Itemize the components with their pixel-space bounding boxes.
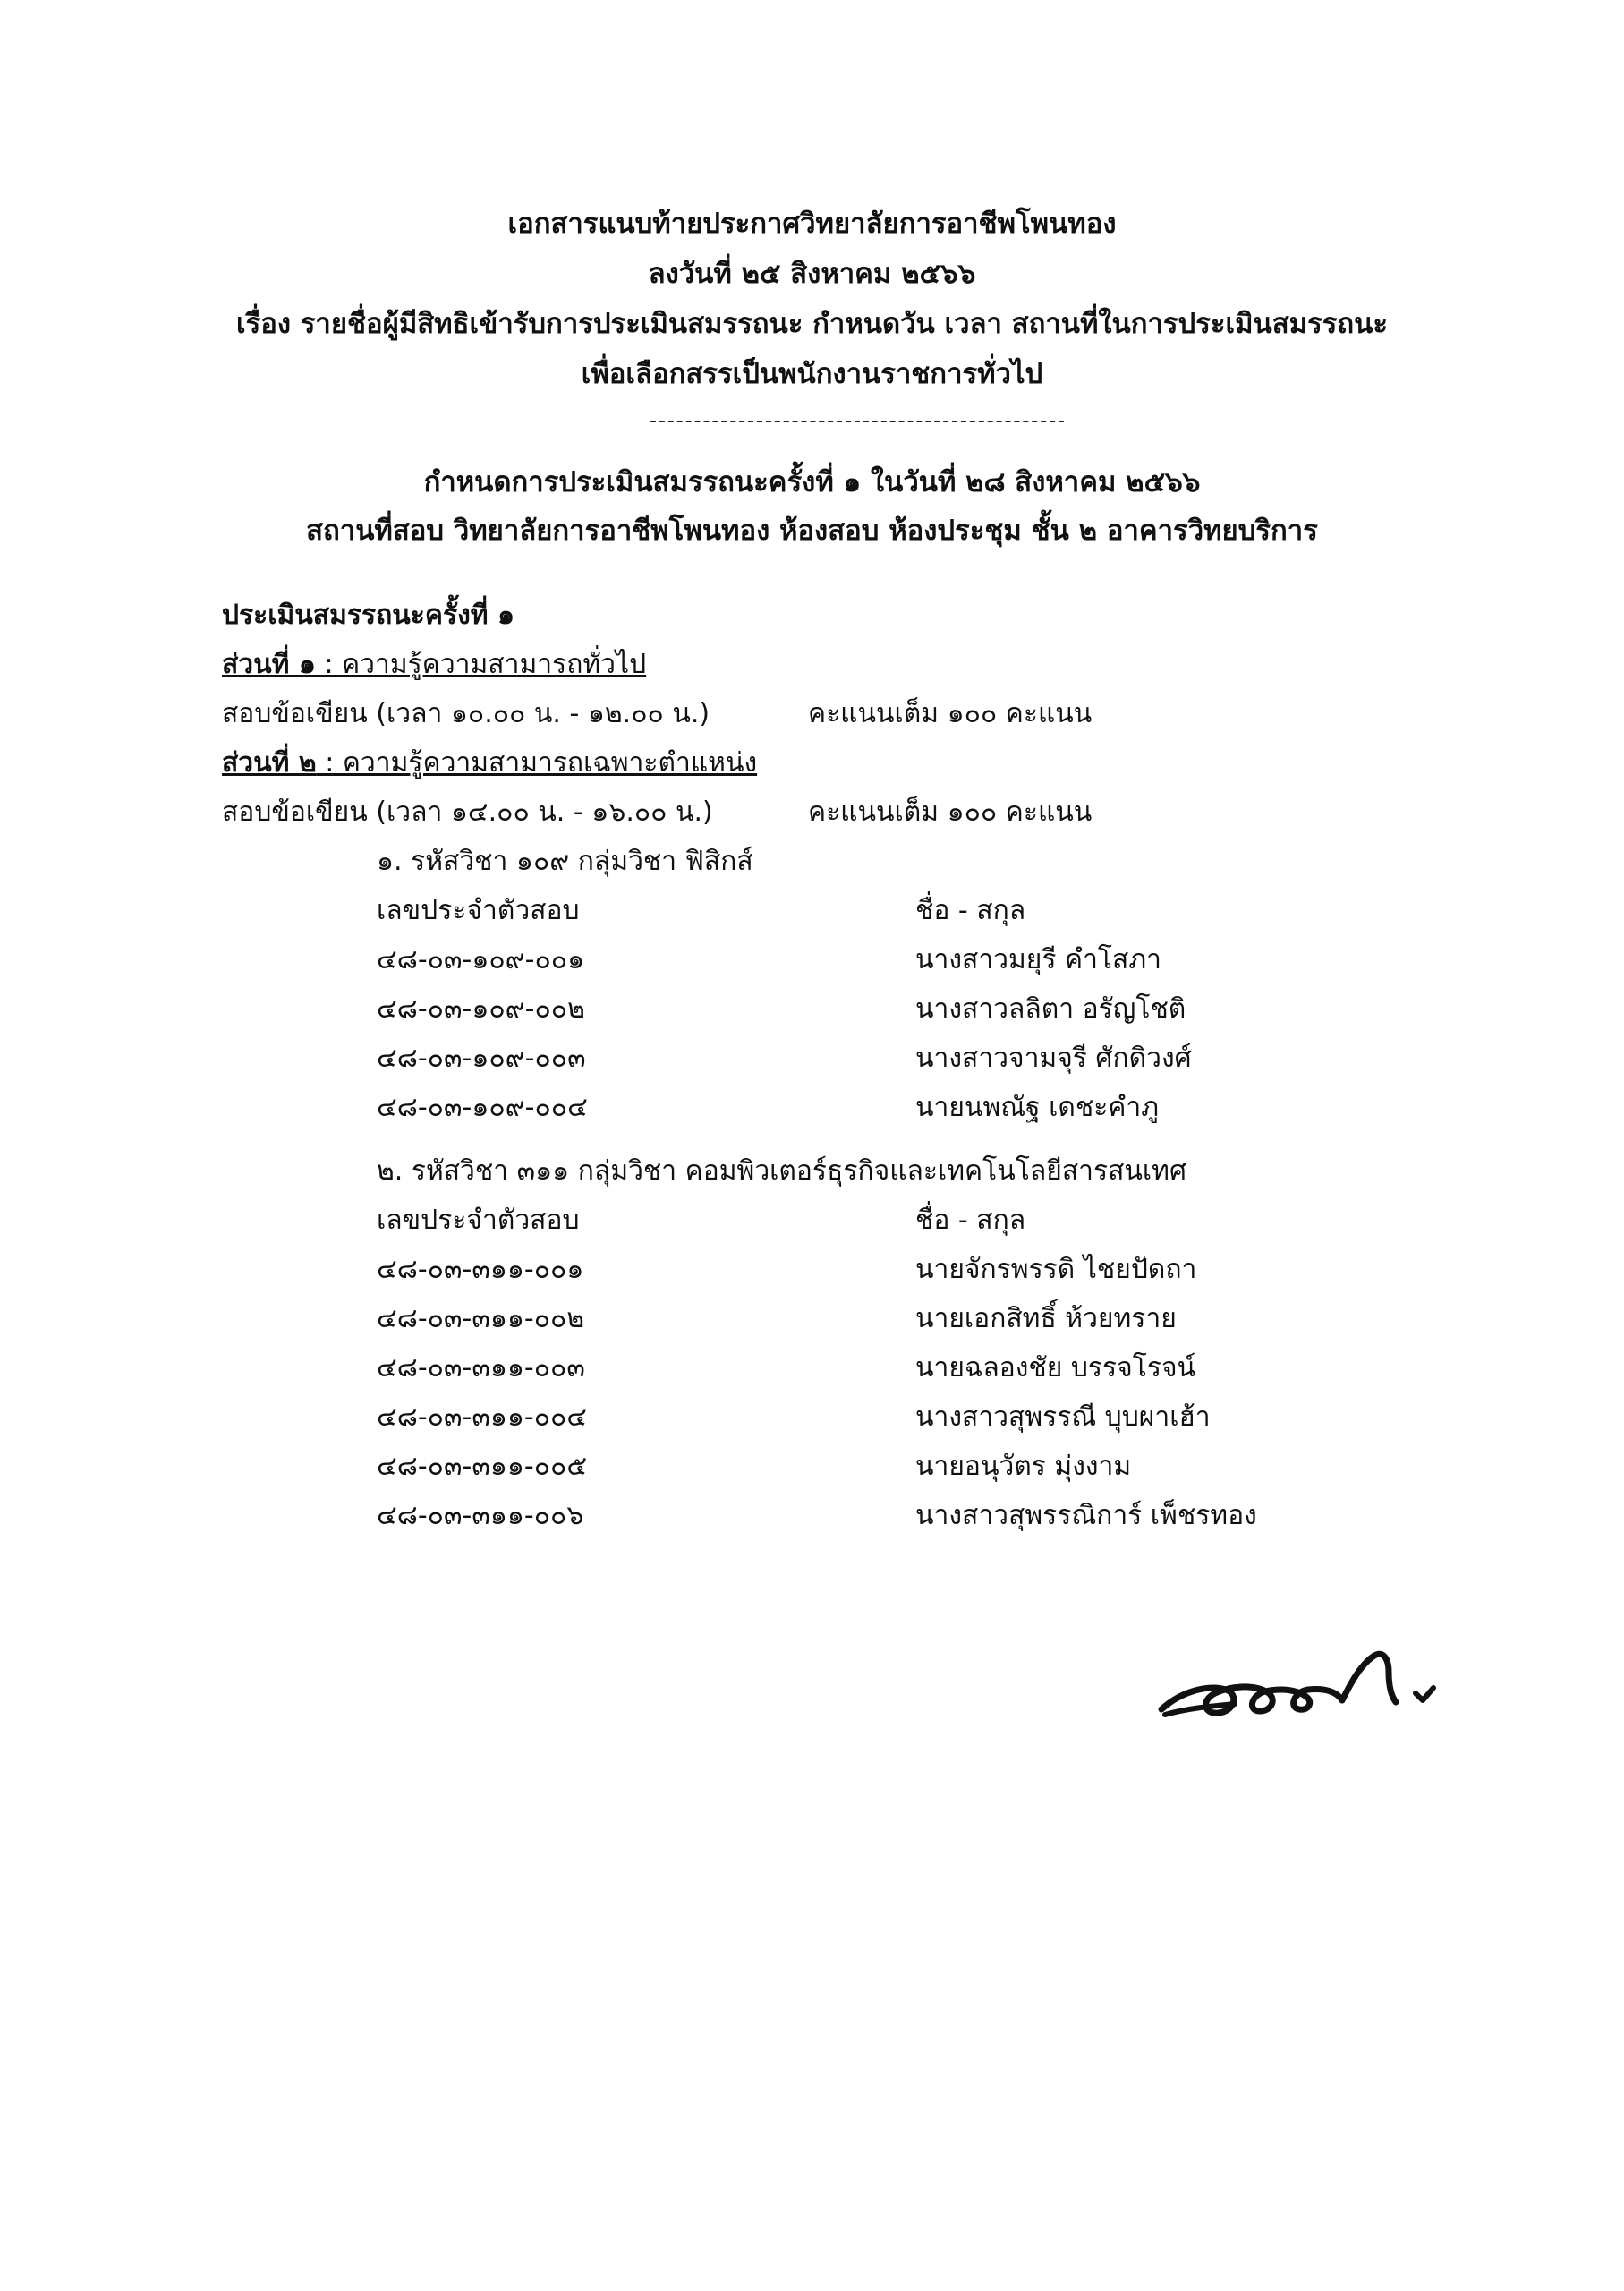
table-row bbox=[222, 1343, 1475, 1392]
table-row bbox=[222, 1491, 1475, 1540]
table-row bbox=[222, 1245, 1475, 1294]
exam-id: ๔๘-๐๓-๓๑๑-๐๐๖ bbox=[377, 1500, 584, 1531]
part1-label: ส่วนที่ ๑ bbox=[222, 649, 316, 680]
part2-desc: : ความรู้ความสามารถเฉพาะตำแหน่ง bbox=[316, 747, 758, 779]
group-2-title: ๒. รหัสวิชา ๓๑๑ กลุ่มวิชา คอมพิวเตอร์ธุรกิจและเทคโนโลยีสารสนเทศ bbox=[377, 1155, 1186, 1187]
exam-id: ๔๘-๐๓-๓๑๑-๐๐๒ bbox=[377, 1303, 585, 1334]
part1-score: คะแนนเต็ม ๑๐๐ คะแนน bbox=[808, 698, 1093, 729]
exam-id: ๔๘-๐๓-๓๑๑-๐๐๕ bbox=[377, 1451, 588, 1482]
schedule-line-1: กำหนดการประเมินสมรรถนะครั้งที่ ๑ ในวันที่ ๒๘ สิงหาคม ๒๕๖๖ bbox=[423, 466, 1201, 498]
candidate-name: นางสาวลลิตา อรัญโชติ bbox=[915, 993, 1186, 1025]
candidate-name: นายฉลองชัย บรรจโรจน์ bbox=[915, 1352, 1196, 1384]
group-2-column-headers bbox=[222, 1196, 1475, 1245]
part2-label: ส่วนที่ ๒ bbox=[222, 747, 317, 779]
header-divider bbox=[650, 421, 1064, 422]
exam-id: ๔๘-๐๓-๓๑๑-๐๐๔ bbox=[377, 1401, 588, 1433]
schedule-line-2: สถานที่สอบ วิทยาลัยการอาชีพโพนทอง ห้องสอบ ห้องประชุม ชั้น ๒ อาคารวิทยบริการ bbox=[306, 515, 1318, 547]
table-row bbox=[222, 984, 1475, 1034]
part1-exam: สอบข้อเขียน (เวลา ๑๐.๐๐ น. - ๑๒.๐๐ น.) bbox=[222, 698, 710, 729]
group-1-column-headers bbox=[222, 886, 1475, 935]
candidate-name: นายนพณัฐ เดชะคำภู bbox=[915, 1092, 1160, 1123]
exam-id: ๔๘-๐๓-๑๐๙-๐๐๔ bbox=[377, 1092, 588, 1123]
part2-exam-row bbox=[222, 788, 1475, 837]
table-row bbox=[222, 1083, 1475, 1132]
document-body bbox=[222, 591, 1475, 1540]
signature-mark bbox=[1154, 1629, 1458, 1736]
part2-exam: สอบข้อเขียน (เวลา ๑๔.๐๐ น. - ๑๖.๐๐ น.) bbox=[222, 796, 713, 828]
table-row bbox=[222, 1442, 1475, 1491]
part1-desc: : ความรู้ความสามารถทั่วไป bbox=[315, 649, 647, 680]
table-row bbox=[222, 1294, 1475, 1343]
assessment-title: ประเมินสมรรถนะครั้งที่ ๑ bbox=[222, 600, 514, 631]
exam-id: ๔๘-๐๓-๑๐๙-๐๐๓ bbox=[377, 1043, 586, 1074]
header-line-1: เอกสารแนบท้ายประกาศวิทยาลัยการอาชีพโพนทอง bbox=[507, 208, 1117, 240]
exam-id: ๔๘-๐๓-๑๐๙-๐๐๑ bbox=[377, 944, 585, 975]
exam-id: ๔๘-๐๓-๓๑๑-๐๐๓ bbox=[377, 1352, 585, 1384]
candidate-name: นางสาวสุพรรณี บุบผาเฮ้า bbox=[915, 1401, 1211, 1433]
table-row bbox=[222, 935, 1475, 984]
column-name-header: ชื่อ - สกุล bbox=[915, 895, 1026, 926]
schedule-header bbox=[0, 458, 1624, 555]
part2-score: คะแนนเต็ม ๑๐๐ คะแนน bbox=[808, 796, 1093, 828]
candidate-name: นายจักรพรรดิ ไชยปัดถา bbox=[915, 1254, 1197, 1285]
group-1-title: ๑. รหัสวิชา ๑๐๙ กลุ่มวิชา ฟิสิกส์ bbox=[377, 846, 753, 877]
table-row bbox=[222, 1392, 1475, 1442]
candidate-name: นายอนุวัตร มุ่งงาม bbox=[915, 1451, 1132, 1482]
column-id-header: เลขประจำตัวสอบ bbox=[377, 1205, 580, 1236]
part1-heading bbox=[222, 640, 1475, 689]
column-id-header: เลขประจำตัวสอบ bbox=[377, 895, 580, 926]
column-name-header: ชื่อ - สกุล bbox=[915, 1205, 1026, 1236]
header-line-2: ลงวันที่ ๒๕ สิงหาคม ๒๕๖๖ bbox=[648, 258, 976, 290]
candidate-name: นายเอกสิทธิ์ ห้วยทราย bbox=[915, 1303, 1177, 1334]
candidate-name: นางสาวจามจุรี ศักดิวงศ์ bbox=[915, 1043, 1192, 1074]
exam-id: ๔๘-๐๓-๑๐๙-๐๐๒ bbox=[377, 993, 585, 1025]
group-spacer bbox=[222, 1132, 1475, 1146]
exam-id: ๔๘-๐๓-๓๑๑-๐๐๑ bbox=[377, 1254, 584, 1285]
part1-exam-row bbox=[222, 689, 1475, 738]
candidate-name: นางสาวสุพรรณิการ์ เพ็ชรทอง bbox=[915, 1500, 1257, 1531]
table-row bbox=[222, 1034, 1475, 1083]
document-header bbox=[0, 199, 1624, 399]
header-line-3: เรื่อง รายชื่อผู้มีสิทธิเข้ารับการประเมินสมรรถนะ กำหนดวัน เวลา สถานที่ในการประเมินสมรรถนะ bbox=[235, 308, 1389, 340]
part2-heading bbox=[222, 738, 1475, 788]
candidate-name: นางสาวมยุรี คำโสภา bbox=[915, 944, 1161, 975]
header-line-4: เพื่อเลือกสรรเป็นพนักงานราชการทั่วไป bbox=[581, 358, 1043, 390]
